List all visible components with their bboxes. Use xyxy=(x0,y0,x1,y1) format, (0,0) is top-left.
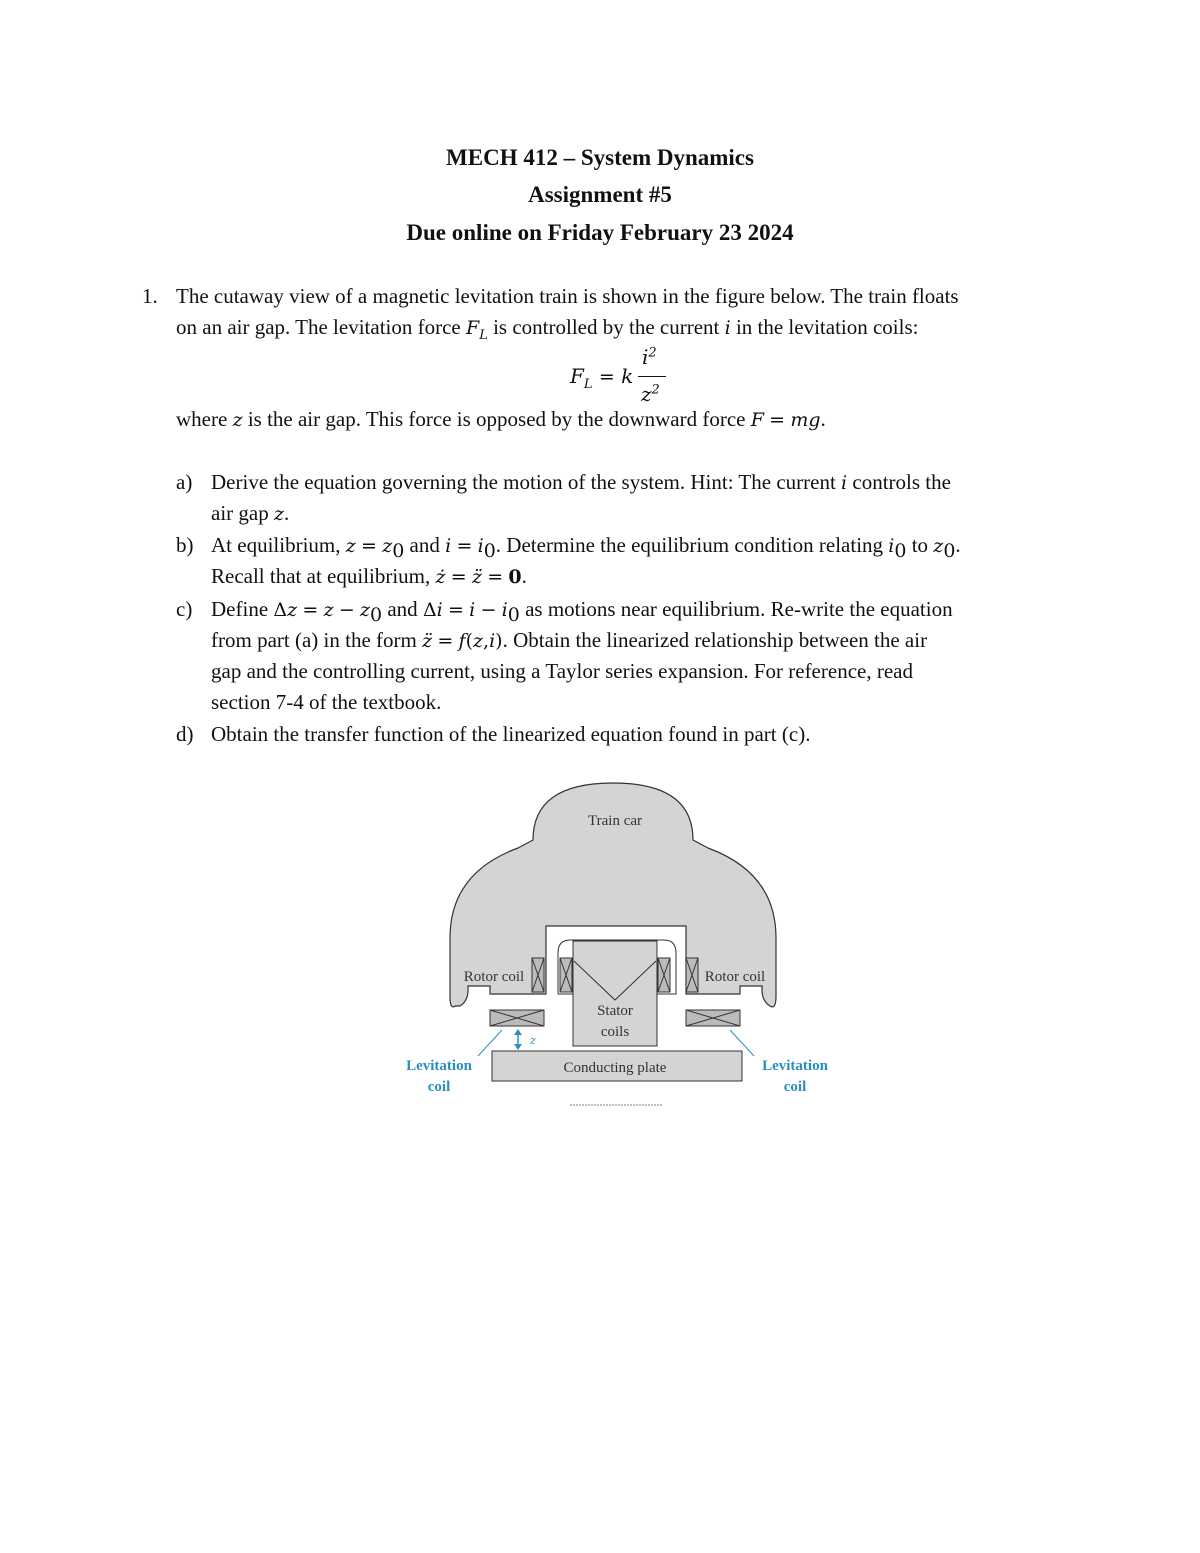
levitation-coil-left-label-1: Levitation xyxy=(406,1058,472,1074)
part-d-label: d) xyxy=(176,722,194,746)
problem-text-line-2: on an air gap. The levitation force $F_L$ is controlled by the current i in the levitation coils: xyxy=(176,315,919,343)
problem-text-line-1: The cutaway view of a magnetic levitation train is shown in the figure below. The train floats xyxy=(176,284,959,308)
maglev-cutaway-figure xyxy=(398,778,834,1114)
problem-text-line-3: where z is the air gap. This force is opposed by the downward force F = mg. xyxy=(176,407,826,431)
conducting-plate-label: Conducting plate xyxy=(563,1060,667,1076)
rotor-coil-right-label: Rotor coil xyxy=(704,969,766,985)
due-date: Due online on Friday February 23 2024 xyxy=(406,220,794,245)
part-c-line-3: gap and the controlling current, using a Taylor series expansion. For reference, read xyxy=(211,659,913,683)
stator-label-1: Stator xyxy=(597,1003,633,1019)
gap-z-label: z xyxy=(530,1034,536,1047)
part-b-line-2: Recall that at equilibrium, ż = z̈ = 0. xyxy=(211,564,527,588)
part-c-line-1: Define $\Delta z = z - z_0$ and $\Delta i = i - i_0$ as motions near equilibrium. Re-write the equation xyxy=(211,597,953,627)
part-a-line-1: Derive the equation governing the motion of the system. Hint: The current i controls the xyxy=(211,470,951,494)
stator-label-2: coils xyxy=(600,1024,630,1040)
part-c-line-4: section 7-4 of the textbook. xyxy=(211,690,442,714)
part-c-label: c) xyxy=(176,597,193,621)
problem-number: 1. xyxy=(142,284,158,308)
part-b-label: b) xyxy=(176,533,194,557)
assignment-title: Assignment #5 xyxy=(528,182,672,207)
part-b-line-1: At equilibrium, $z = z_0$ and $i = i_0$. Determine the equilibrium condition relating $i_0$ to $z_0$. xyxy=(211,533,961,563)
levitation-coil-right-label-1: Levitation xyxy=(762,1058,828,1074)
course-title: MECH 412 – System Dynamics xyxy=(446,145,754,170)
part-c-line-2: from part (a) in the form z̈ = f(z,i). Obtain the linearized relationship between the air xyxy=(211,628,928,652)
levitation-coil-left-label-2: coil xyxy=(427,1079,451,1095)
part-a-label: a) xyxy=(176,470,193,494)
part-d-line-1: Obtain the transfer function of the linearized equation found in part (c). xyxy=(211,722,811,746)
levitation-force-equation: $F_L = k$ $i^2$ $z^2$ xyxy=(560,342,680,402)
part-a-line-2: air gap z. xyxy=(211,501,290,525)
train-car-label: Train car xyxy=(587,813,643,829)
rotor-coil-left-label: Rotor coil xyxy=(463,969,525,985)
levitation-coil-right-label-2: coil xyxy=(783,1079,807,1095)
